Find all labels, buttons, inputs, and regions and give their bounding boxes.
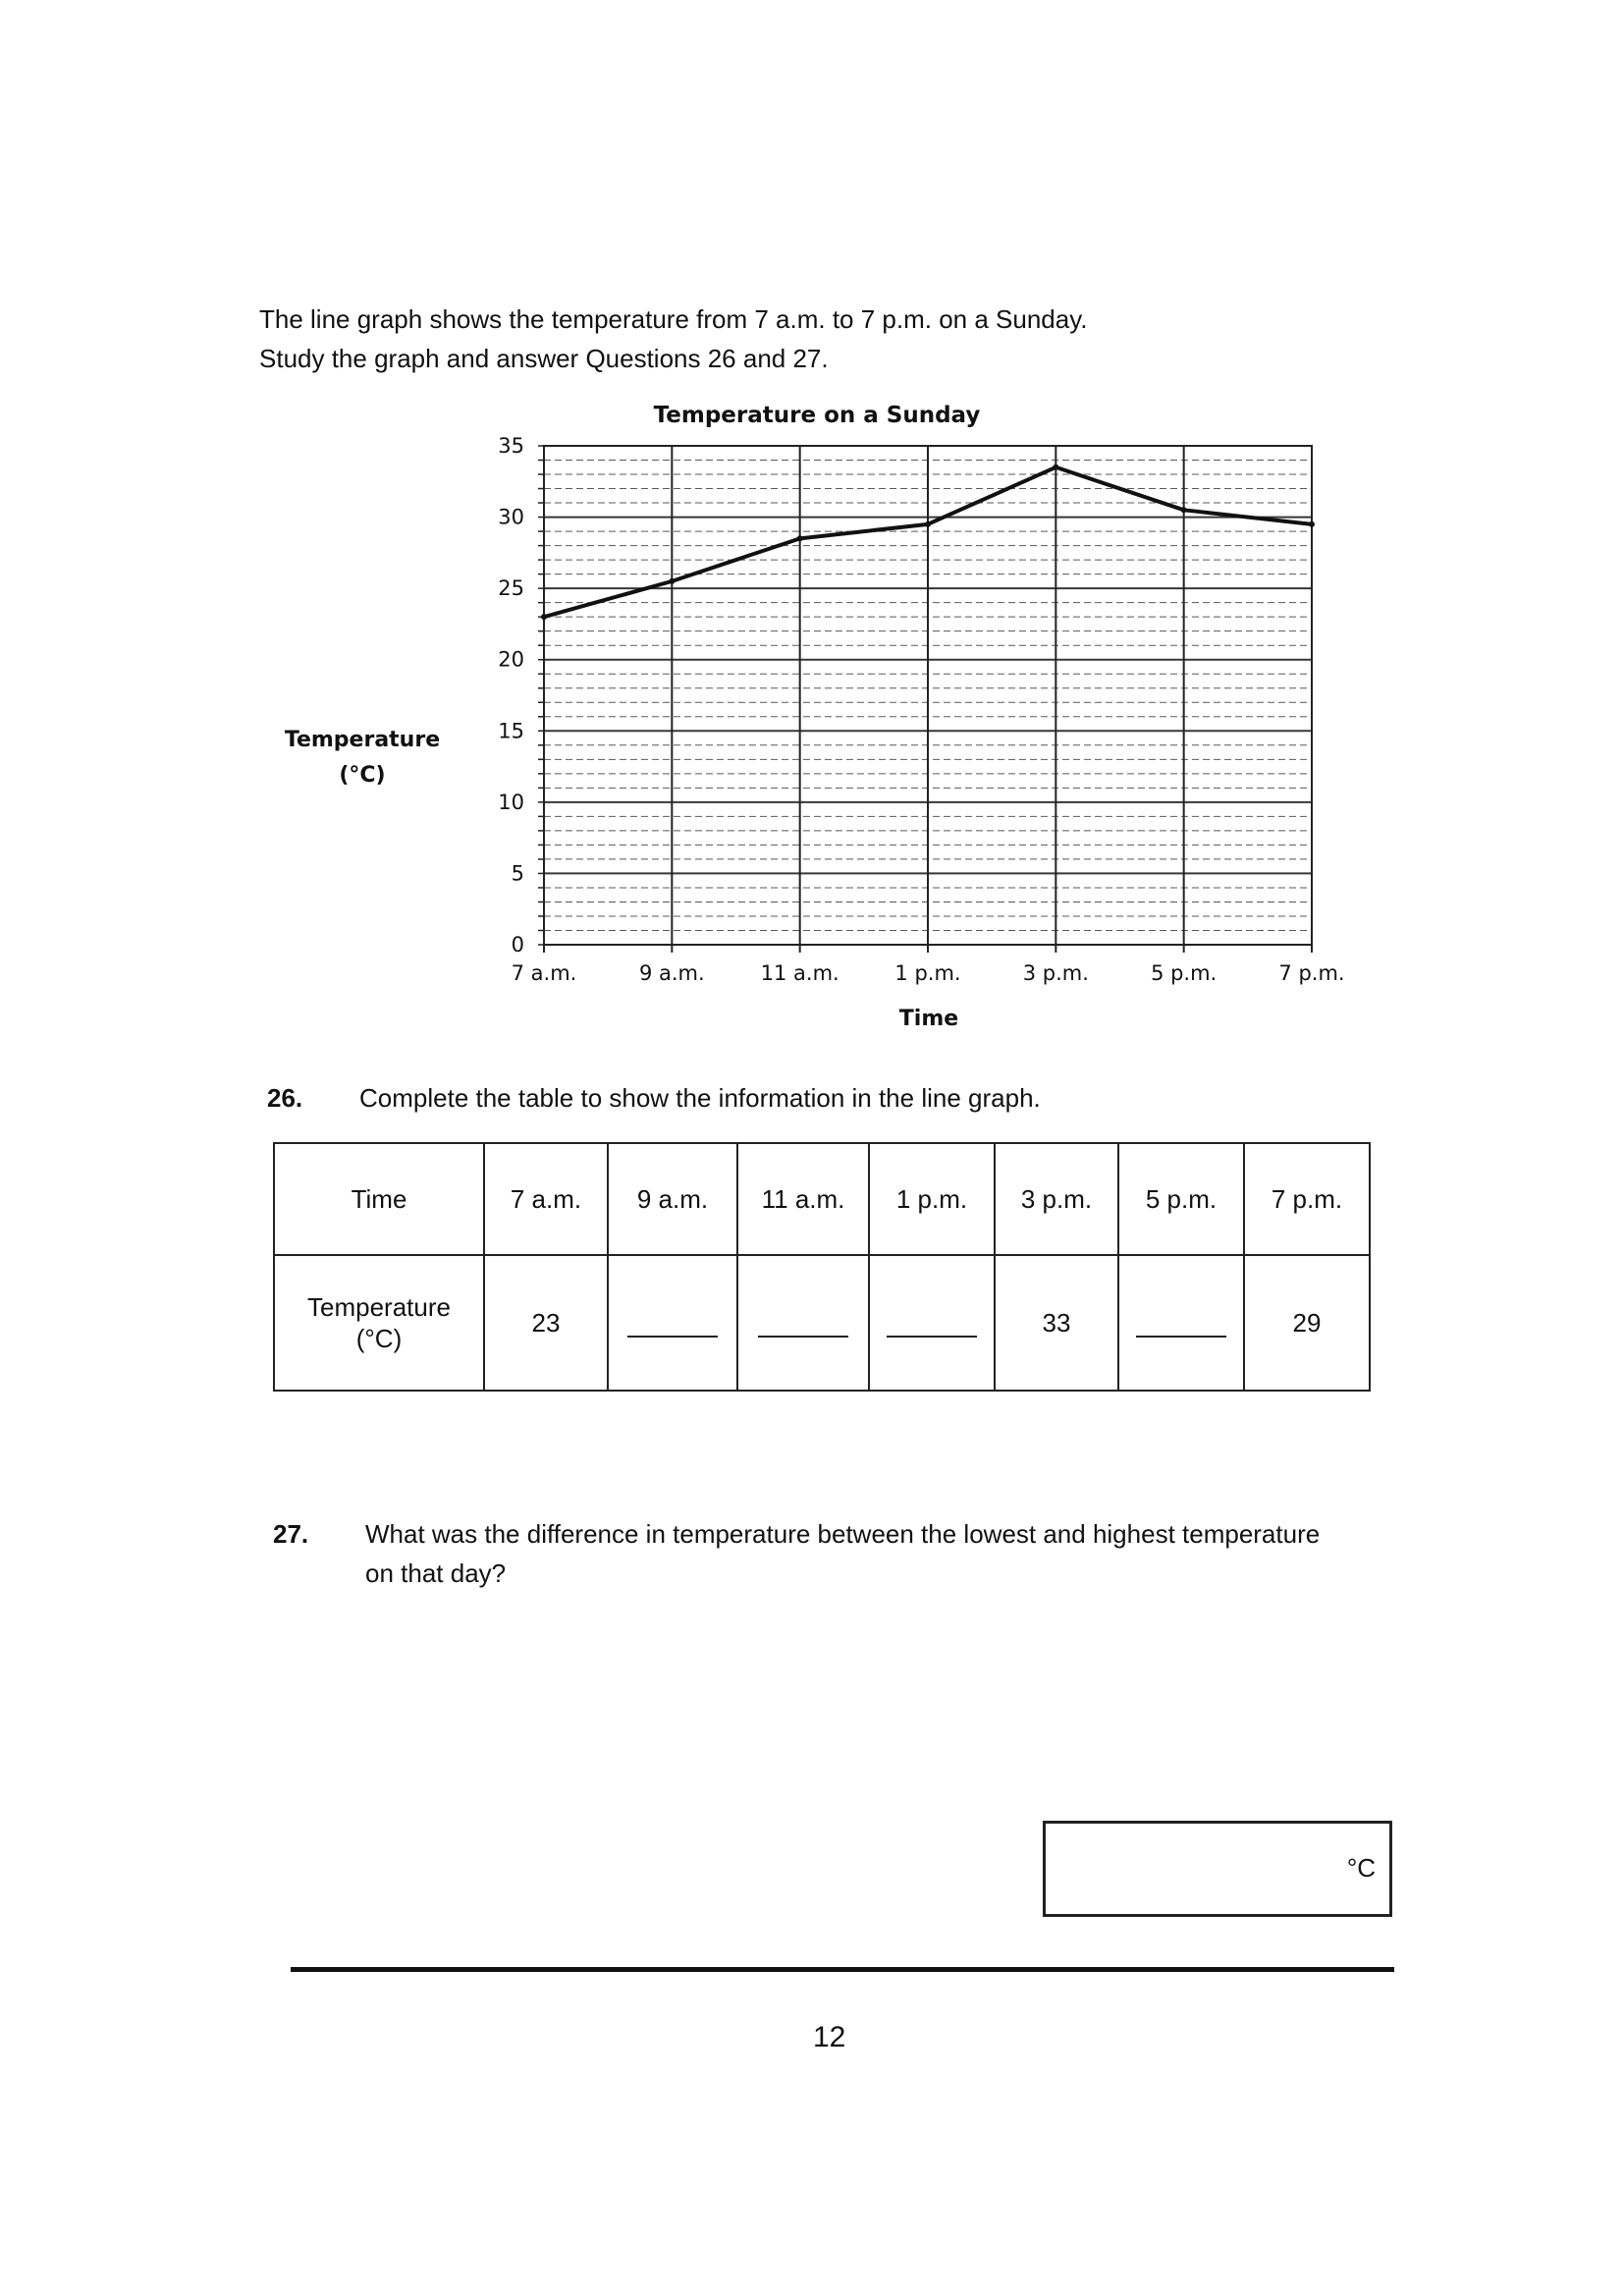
question-26 — [267, 1078, 1347, 1121]
table-row-temperature — [274, 1255, 1370, 1391]
table-time-cell: 11 a.m. — [737, 1143, 869, 1255]
y-tick-label: 15 — [498, 719, 524, 743]
temperature-header-line-2: (°C) — [355, 1324, 403, 1353]
x-tick-label: 3 p.m. — [1022, 961, 1089, 985]
data-point — [1309, 521, 1315, 527]
data-point — [925, 521, 931, 527]
table-temp-cell: 23 — [484, 1255, 608, 1391]
y-tick-label: 35 — [498, 434, 524, 458]
x-tick-label: 7 p.m. — [1278, 961, 1345, 985]
time-header: Time — [274, 1143, 484, 1255]
temperature-header — [274, 1255, 484, 1391]
answer-box[interactable] — [1043, 1821, 1392, 1917]
y-tick-label: 30 — [498, 505, 524, 529]
data-point — [541, 614, 547, 620]
answer-blank-line[interactable] — [758, 1334, 848, 1338]
table-time-cell: 1 p.m. — [869, 1143, 995, 1255]
question-27-text: What was the difference in temperature between the lowest and highest temperature on that day? — [365, 1519, 1321, 1588]
chart-grid — [538, 446, 1312, 945]
x-axis-label: Time — [898, 1007, 959, 1031]
x-tick-label: 5 p.m. — [1151, 961, 1218, 985]
table-time-cell: 7 p.m. — [1244, 1143, 1370, 1255]
x-tick-label: 1 p.m. — [894, 961, 961, 985]
table-temp-blank[interactable] — [869, 1255, 995, 1391]
answer-blank-line[interactable] — [1136, 1334, 1226, 1338]
answer-field[interactable] — [1056, 1833, 1330, 1906]
y-axis-label-line-2: (°C) — [339, 763, 386, 788]
y-tick-label: 0 — [511, 933, 524, 957]
question-27 — [273, 1514, 1353, 1603]
footer-rule — [291, 1967, 1394, 1972]
temperature-table — [273, 1142, 1371, 1392]
table-temp-blank[interactable] — [737, 1255, 869, 1391]
table-temp-cell: 29 — [1244, 1255, 1370, 1391]
table-time-cell: 5 p.m. — [1118, 1143, 1244, 1255]
y-tick-label: 25 — [498, 576, 524, 601]
table-row-time — [274, 1143, 1370, 1255]
temperature-header-line-1: Temperature — [307, 1292, 451, 1322]
temperature-line-chart — [0, 0, 1624, 1061]
answer-blank-line[interactable] — [627, 1334, 718, 1338]
y-tick-label: 10 — [498, 790, 524, 814]
intro-line-2: Study the graph and answer Questions 26 and 27. — [259, 344, 829, 373]
table-time-cell: 9 a.m. — [608, 1143, 737, 1255]
intro-line-1: The line graph shows the temperature from 7 a.m. to 7 p.m. on a Sunday. — [259, 304, 1088, 334]
data-point — [1053, 465, 1058, 470]
table-time-cell: 7 a.m. — [484, 1143, 608, 1255]
y-tick-label: 5 — [511, 861, 524, 886]
question-27-number: 27. — [273, 1519, 309, 1549]
question-26-text: Complete the table to show the information in the line graph. — [359, 1083, 1041, 1113]
x-tick-label: 7 a.m. — [511, 961, 577, 985]
x-tick-label: 11 a.m. — [760, 961, 839, 985]
x-tick-label: 9 a.m. — [638, 961, 705, 985]
table-temp-blank[interactable] — [1118, 1255, 1244, 1391]
data-point — [1181, 507, 1187, 513]
table-temp-blank[interactable] — [608, 1255, 737, 1391]
answer-blank-line[interactable] — [887, 1334, 977, 1338]
chart-title: Temperature on a Sunday — [653, 403, 981, 428]
answer-unit: °C — [1346, 1853, 1376, 1883]
page-number: 12 — [813, 2021, 846, 2053]
question-26-number: 26. — [267, 1083, 303, 1113]
table-time-cell: 3 p.m. — [995, 1143, 1118, 1255]
data-point — [797, 535, 803, 541]
y-axis-label-line-1: Temperature — [284, 728, 441, 752]
table-temp-cell: 33 — [995, 1255, 1118, 1391]
y-tick-label: 20 — [498, 647, 524, 672]
data-point — [669, 578, 675, 584]
